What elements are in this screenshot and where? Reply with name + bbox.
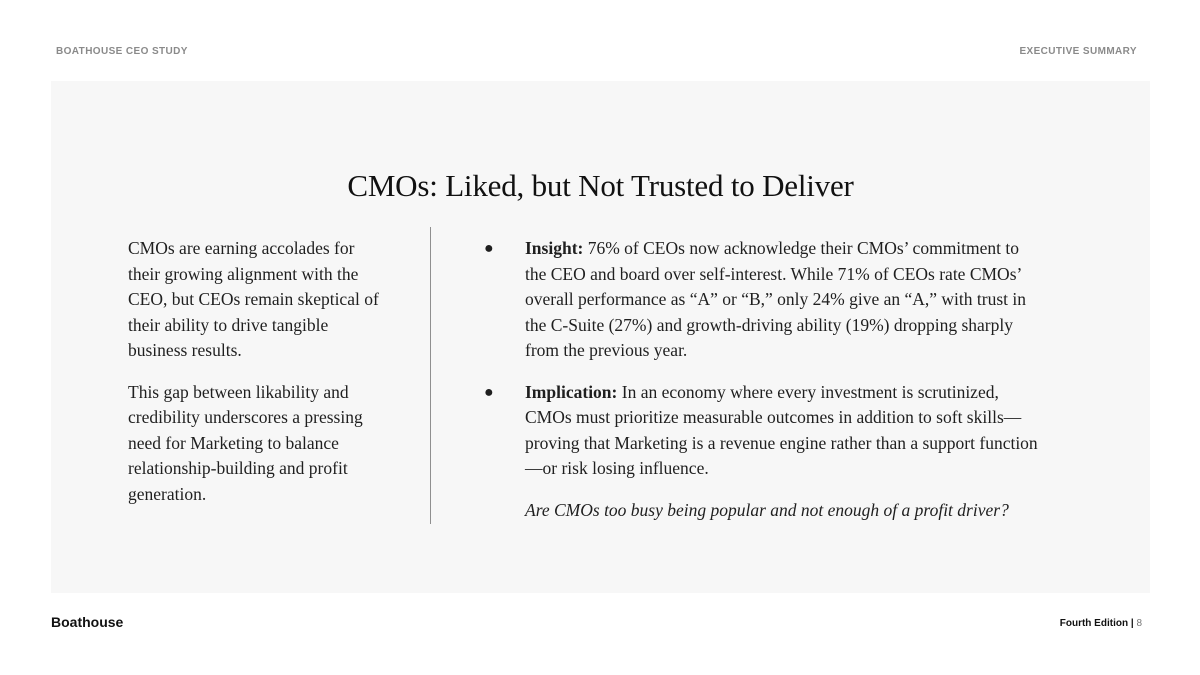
study-label: BOATHOUSE CEO STUDY — [56, 46, 188, 57]
page-footer — [1060, 618, 1142, 629]
bullet-dot-icon: ● — [484, 383, 494, 401]
edition-label: Fourth Edition — [1059, 618, 1129, 629]
bullet-label: Implication: — [525, 381, 618, 402]
bullet-text: 76% of CEOs now acknowledge their CMOs’ commitment to the CEO and board over self-interest. While 71% of CEOs rate CMOs’ overall performance as “A” or “B,” only 24% give an “A,” with trust in the C-Suite (27%) and growth-driving ability (19%) dropping sharply from the previous year. — [525, 238, 1027, 360]
footer-separator: | — [1128, 618, 1137, 629]
insights-column — [481, 236, 1041, 523]
slide-title: CMOs: Liked, but Not Trusted to Deliver — [347, 167, 854, 203]
summary-paragraph: This gap between likability and credibility underscores a pressing need for Marketing to balance relationship-building and profit generation. — [128, 381, 363, 504]
brand-logo: Boathouse — [51, 614, 124, 630]
section-label: EXECUTIVE SUMMARY — [1019, 46, 1137, 57]
bullet-label: Insight: — [525, 238, 584, 258]
column-divider — [430, 227, 431, 524]
content-panel — [51, 81, 1150, 593]
summary-paragraph: CMOs are earning accolades for their growing alignment with the CEO, but CEOs remain skeptical of their ability to drive tangible business results. — [128, 238, 379, 360]
bullet-item-insight — [481, 236, 1041, 364]
bullet-text: In an economy where every investment is scrutinized, CMOs must prioritize measurable outcomes in addition to soft skills—proving that Marketing is a revenue engine rather than a support function—or risk losing influence. — [525, 381, 1038, 478]
summary-column — [128, 236, 380, 523]
bullet-dot-icon: ● — [484, 240, 494, 257]
page-number: 8 — [1136, 618, 1142, 629]
closing-question: Are CMOs too busy being popular and not enough of a profit driver? — [525, 499, 1009, 520]
bullet-item-implication — [481, 380, 1041, 482]
